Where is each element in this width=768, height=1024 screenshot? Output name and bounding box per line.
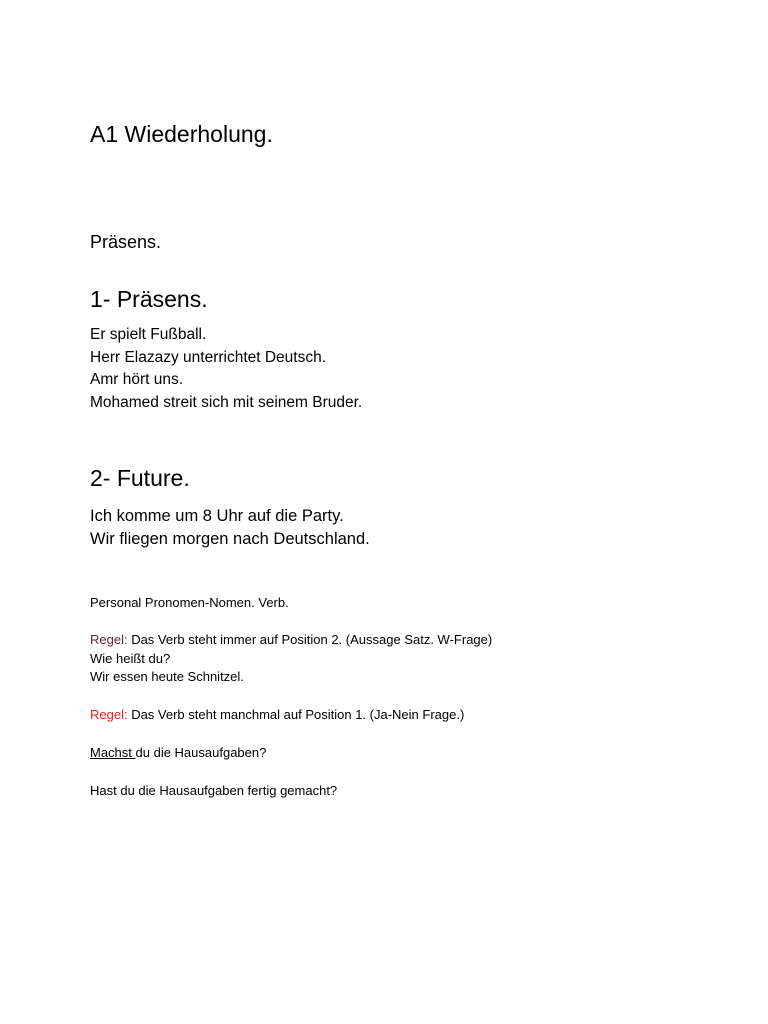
section-present-heading: 1- Präsens. (90, 286, 208, 312)
example-hast-line: Hast du die Hausaufgaben fertig gemacht? (90, 783, 338, 798)
example-machst-line (90, 744, 266, 763)
present-line: Mohamed streit sich mit seinem Bruder. (90, 394, 363, 412)
section-future-heading: 2- Future. (90, 465, 190, 491)
rule-1-block (90, 631, 492, 687)
document-subtitle: Präsens. (90, 232, 162, 252)
example-machst-verb: Machst (90, 745, 136, 760)
rule-1-label: Regel: (90, 632, 128, 647)
rule-1-line (90, 631, 492, 650)
example-machst-rest: du die Hausaufgaben? (135, 745, 267, 760)
future-line: Wir fliegen morgen nach Deutschland. (90, 530, 370, 548)
rule-1-example: Wir essen heute Schnitzel. (90, 669, 244, 684)
rule-1-example: Wie heißt du? (90, 650, 171, 666)
rule-1-text: Das Verb steht immer auf Position 2. (Aussage Satz. W-Frage) (127, 632, 493, 647)
rule-2-text: Das Verb steht manchmal auf Position 1. (Ja-Nein Frage.) (127, 707, 465, 722)
section-future-lines (90, 505, 370, 551)
pronomen-line: Personal Pronomen-Nomen. Verb. (90, 595, 289, 610)
rule-2-line (90, 706, 464, 725)
present-line: Herr Elazazy unterrichtet Deutsch. (90, 348, 327, 366)
present-line: Amr hört uns. (90, 371, 184, 389)
document-title: A1 Wiederholung. (90, 121, 273, 147)
future-line: Ich komme um 8 Uhr auf die Party. (90, 507, 344, 525)
section-present-lines (90, 324, 362, 415)
rule-2-label: Regel: (90, 707, 128, 722)
present-line: Er spielt Fußball. (90, 326, 207, 343)
